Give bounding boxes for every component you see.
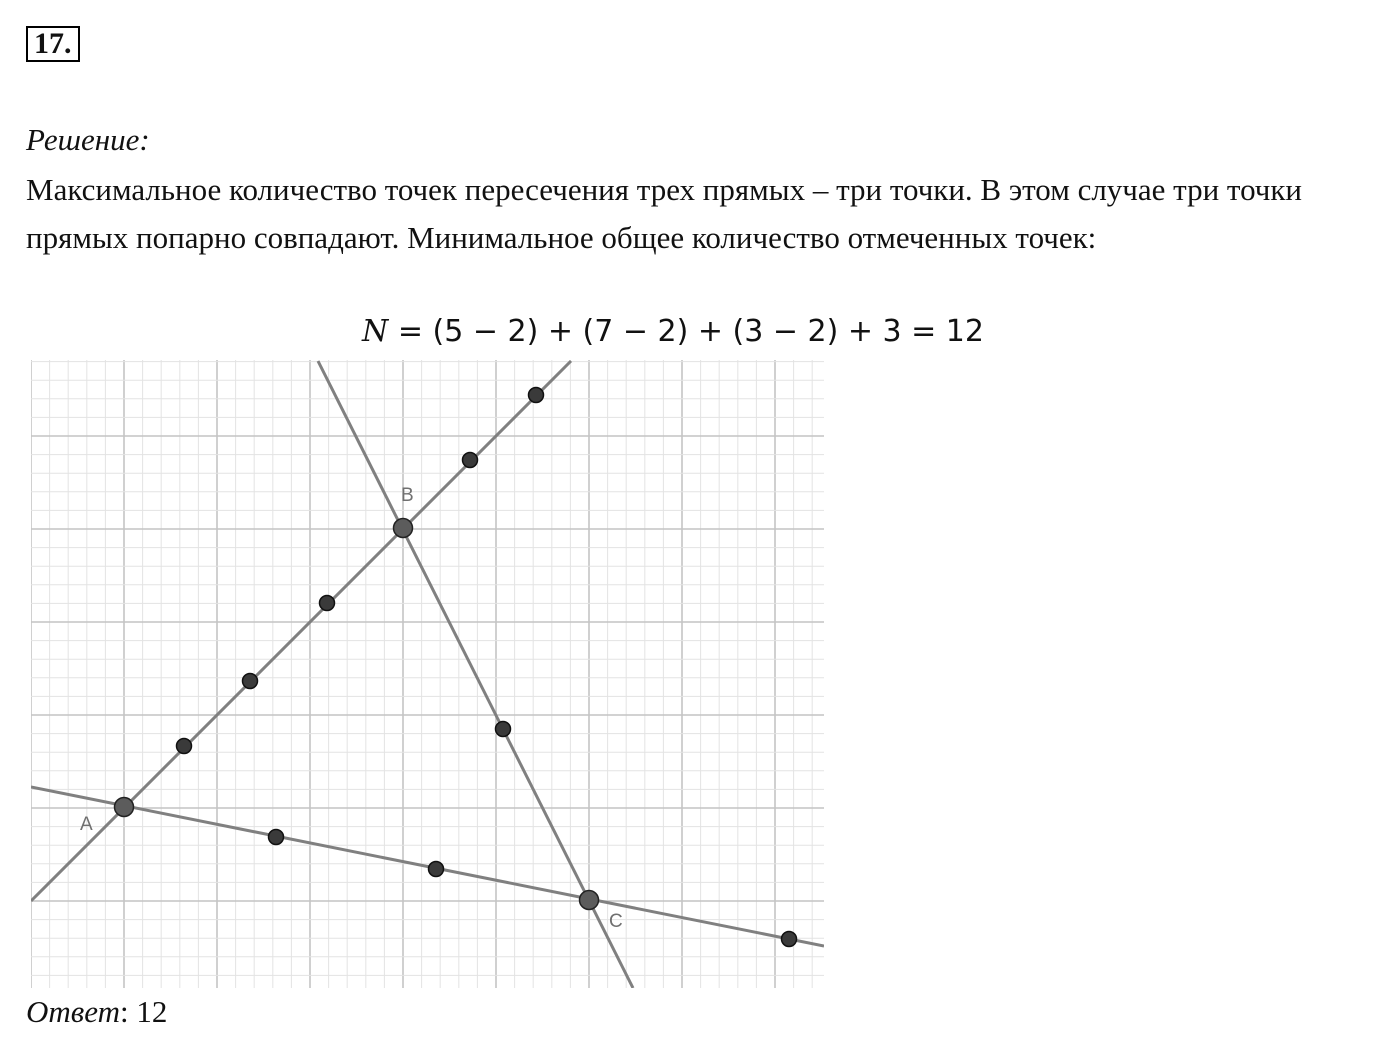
point-ac-3 (782, 932, 797, 947)
geometry-drawing (0, 350, 840, 1000)
point-ab-2 (243, 674, 258, 689)
line-ab (31, 361, 571, 901)
answer-label: Ответ (26, 994, 120, 1029)
point-bc-1 (496, 722, 511, 737)
formula-expression: = (5 − 2) + (7 − 2) + (3 − 2) + 3 = 12 (388, 314, 984, 349)
point-c (580, 891, 599, 910)
point-a (115, 798, 134, 817)
solution-text: Максимальное количество точек пересечения трех прямых – три точки. В этом случае три точки прямых попарно совпадают. Минимальное общее количество отмеченных точек: (26, 172, 1303, 255)
point-ac-2 (429, 862, 444, 877)
formula (0, 314, 1346, 349)
marked-points (177, 388, 797, 947)
solution-label: Решение: (26, 122, 150, 157)
point-ab-1 (177, 739, 192, 754)
answer-value: 12 (136, 994, 168, 1029)
formula-variable: N (362, 314, 389, 349)
point-ab-5 (529, 388, 544, 403)
label-c: C (609, 911, 623, 932)
point-ab-4 (463, 453, 478, 468)
grid (31, 360, 824, 988)
point-b (394, 519, 413, 538)
line-ac (31, 787, 824, 946)
label-a: A (80, 814, 93, 835)
point-ac-1 (269, 830, 284, 845)
answer (26, 994, 167, 1030)
point-ab-3 (320, 596, 335, 611)
answer-separator: : (119, 994, 137, 1029)
problem-number: 17. (26, 26, 80, 62)
label-b: B (401, 485, 414, 506)
